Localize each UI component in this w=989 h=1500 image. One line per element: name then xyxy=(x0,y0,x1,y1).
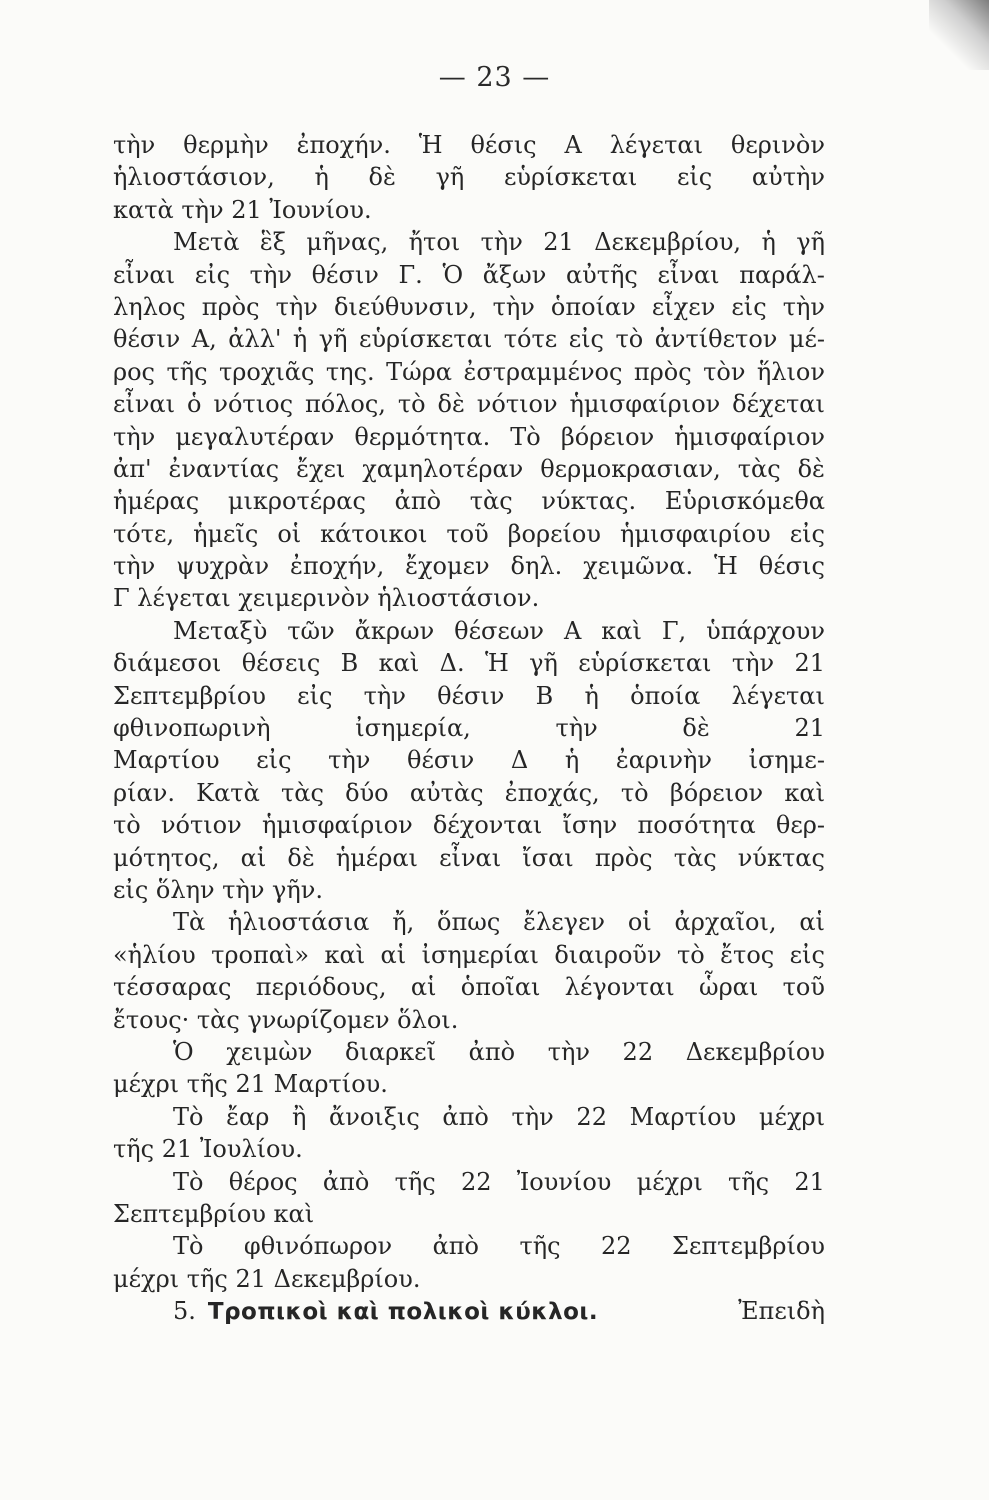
word: Β xyxy=(340,649,359,678)
line-text: Σεπτεμβρίου καὶ xyxy=(113,1199,315,1228)
word: μέ- xyxy=(788,325,825,354)
word: οἱ xyxy=(277,519,302,548)
word: θέσις xyxy=(758,552,825,581)
word: θέσιν xyxy=(437,681,505,710)
word: περιόδους, xyxy=(255,973,387,1002)
word: εἰς xyxy=(568,325,604,354)
word: τῆς xyxy=(728,1167,770,1196)
word: νότιος xyxy=(213,390,294,419)
word: Ἰουνίου xyxy=(516,1167,612,1196)
word: ἡμισφαιρίου xyxy=(619,519,771,548)
word: δηλ. xyxy=(510,552,563,581)
word: αὐτῆς xyxy=(565,260,638,289)
word: δὲ xyxy=(682,714,710,743)
word: δὲ xyxy=(437,390,465,419)
word: χειμῶνα. xyxy=(583,552,694,581)
word: ἔαρ xyxy=(226,1102,270,1131)
section-continuation: Ἐπειδὴ xyxy=(738,1297,825,1326)
word: τὴν xyxy=(275,292,318,321)
word: εἰς xyxy=(256,746,292,775)
word: Ἡ xyxy=(418,131,443,159)
text-line xyxy=(113,939,825,971)
word: νύκτας xyxy=(737,843,825,872)
text-line xyxy=(113,680,825,712)
word: Κατὰ xyxy=(196,778,260,807)
word: δέχεται xyxy=(732,390,825,419)
text-line xyxy=(113,259,825,291)
line-text: τῆς 21 Ἰουλίου. xyxy=(113,1135,303,1164)
word: τὴν xyxy=(731,649,775,678)
word: ἰσημε- xyxy=(748,746,825,775)
word: θερμοκρασιαν, xyxy=(540,454,721,483)
word: τῶν xyxy=(287,616,335,645)
word: ὁποῖαι xyxy=(460,973,541,1002)
word: πόλος, xyxy=(304,390,386,419)
word: ἄνοιξις xyxy=(329,1102,420,1131)
word: αἱ xyxy=(240,843,267,872)
word: ἀλλ' xyxy=(228,325,282,354)
word: διεύθυνσιν, xyxy=(333,292,477,321)
word: τῆς xyxy=(394,1167,436,1196)
word: ἐποχάς, xyxy=(504,778,600,807)
word: εἰς xyxy=(789,940,825,969)
word: ἀντίθετον xyxy=(654,325,778,354)
word: ἡ xyxy=(564,746,580,775)
word: καὶ xyxy=(324,940,366,969)
word: ὁποίαν xyxy=(550,292,636,321)
word: εἶχεν xyxy=(651,292,716,321)
word: μότητος, xyxy=(113,843,220,872)
word: τοῦ xyxy=(782,973,825,1002)
word: δὲ xyxy=(368,163,396,192)
word: ἐποχήν, xyxy=(289,552,385,581)
word: ἴσαι xyxy=(522,843,574,872)
word: μικροτέρας xyxy=(227,487,366,516)
text-line xyxy=(113,1036,825,1068)
word: ἴσην xyxy=(562,811,618,840)
text-line xyxy=(113,226,825,258)
word: εἶναι xyxy=(113,260,176,289)
word: ἀπὸ xyxy=(468,1037,516,1066)
word: τὴν xyxy=(511,1102,554,1131)
word: νότιον xyxy=(476,390,558,419)
word: διαιροῦν xyxy=(554,940,662,969)
body-text xyxy=(113,129,825,1327)
word: αὐτὴν xyxy=(751,163,825,192)
word: τῆς xyxy=(166,357,208,386)
word: τὴν xyxy=(249,260,292,289)
word: ἡμισφαίριον xyxy=(674,422,825,451)
text-line xyxy=(113,712,825,744)
word: δὲ xyxy=(797,454,825,483)
text-line xyxy=(113,647,825,679)
word: τὸ xyxy=(620,778,649,807)
word: Α xyxy=(564,131,582,159)
word: Τώρα xyxy=(386,357,452,386)
word: 21 xyxy=(794,649,825,678)
word: Μαρτίου xyxy=(629,1102,737,1131)
word: Ὁ xyxy=(173,1037,194,1066)
text-line xyxy=(113,1198,825,1230)
text-line xyxy=(113,615,825,647)
word: μεγαλυτέραν xyxy=(175,422,335,451)
text-line xyxy=(113,1263,825,1295)
word: Γ, xyxy=(661,616,687,645)
word: θέσιν xyxy=(311,260,379,289)
word: θερμὴν xyxy=(183,131,269,159)
word: τὴν xyxy=(363,681,406,710)
line-text: μέχρι τῆς 21 Μαρτίου. xyxy=(113,1070,388,1099)
word: τὴν xyxy=(328,746,371,775)
text-line xyxy=(113,1166,825,1198)
word: θέσεων xyxy=(454,616,544,645)
text-line xyxy=(113,323,825,355)
word: χειμὼν xyxy=(226,1037,313,1066)
word: ἄξων xyxy=(482,260,547,289)
word: βορείου xyxy=(507,519,601,548)
word: «ἡλίου xyxy=(113,940,196,969)
word: βόρειον xyxy=(560,422,655,451)
word: Εὑρισκόμεθα xyxy=(664,487,825,516)
word: ἡμεῖς xyxy=(193,519,259,548)
word: Τὸ xyxy=(173,1167,204,1196)
line-text: μέχρι τῆς 21 Δεκεμβρίου. xyxy=(113,1264,421,1293)
text-line xyxy=(113,356,825,388)
word: ἰσημερία, xyxy=(355,714,471,743)
word: εἰς xyxy=(676,163,713,192)
word: εὑρίσκεται xyxy=(503,163,638,192)
word: Τὰ xyxy=(173,908,206,937)
word: τὴν xyxy=(782,292,825,321)
word: καὶ xyxy=(601,616,642,645)
text-line xyxy=(113,421,825,453)
word: εἶναι xyxy=(439,843,502,872)
text-line xyxy=(113,291,825,323)
word: ἡμέραι xyxy=(335,843,418,872)
word: νύκτας. xyxy=(541,487,637,516)
word: μέχρι xyxy=(758,1102,825,1131)
word: εἶναι xyxy=(113,390,176,419)
word: Β xyxy=(535,681,554,710)
word: τὸ xyxy=(113,811,141,840)
word: ὧραι xyxy=(699,973,759,1002)
word: τὸ xyxy=(677,940,705,969)
word: 22 xyxy=(622,1037,654,1066)
word: εἰς xyxy=(731,292,767,321)
text-line xyxy=(113,842,825,874)
text-line xyxy=(113,550,825,582)
word: ἀπὸ xyxy=(394,487,442,516)
word: ἐστραμμένος xyxy=(463,357,623,386)
word: αἱ xyxy=(380,940,407,969)
word: ἄκρων xyxy=(354,616,435,645)
word: ποσότητα xyxy=(637,811,756,840)
word: Γ. xyxy=(398,260,423,289)
word: ἔτος xyxy=(720,940,775,969)
word: τροπαὶ» xyxy=(211,940,310,969)
word: εἰς xyxy=(297,681,333,710)
word: της. xyxy=(325,357,375,386)
word: Σεπτεμβρίου xyxy=(113,681,266,710)
word: ἀπ' xyxy=(113,454,152,483)
text-line xyxy=(113,582,825,614)
word: ἡμέρας xyxy=(113,487,200,516)
word: γῆ xyxy=(796,228,825,257)
text-line xyxy=(113,485,825,517)
word: γῆ xyxy=(435,163,465,192)
word: ληλος xyxy=(113,292,186,321)
word: θερ- xyxy=(775,811,825,840)
word: θέσις xyxy=(470,131,537,159)
word: χαμηλοτέραν xyxy=(362,454,524,483)
word: φθινοπωρινὴ xyxy=(113,714,271,743)
word: Τὸ xyxy=(173,1102,204,1131)
word: λέγεται xyxy=(609,131,704,159)
word: γῆ xyxy=(529,649,558,678)
word: θερμότητα. xyxy=(354,422,491,451)
word: 21 xyxy=(794,714,825,743)
text-line xyxy=(113,194,825,226)
text-line xyxy=(113,129,825,161)
word: γῆ xyxy=(318,325,348,354)
word: Δ. xyxy=(439,649,465,678)
word: Ὁ xyxy=(442,260,464,289)
text-line xyxy=(113,1230,825,1262)
word: θέσιν xyxy=(113,325,181,354)
text-line xyxy=(113,161,825,193)
word: ἔχει xyxy=(296,454,346,483)
word: πρὸς xyxy=(633,357,692,386)
word: ἐναντίας xyxy=(168,454,280,483)
word: πρὸς xyxy=(594,843,653,872)
word: Α, xyxy=(191,325,217,354)
word: Μαρτίου xyxy=(113,746,220,775)
word: ἀρχαῖοι, xyxy=(674,908,777,937)
word: ἀπὸ xyxy=(322,1167,370,1196)
text-line xyxy=(113,1101,825,1133)
word: 22 xyxy=(601,1232,632,1261)
word: δέχονται xyxy=(432,811,543,840)
word: τὰς xyxy=(469,487,513,516)
text-line xyxy=(113,388,825,420)
word: φθινόπωρον xyxy=(243,1232,393,1261)
word: θέσιν xyxy=(407,746,475,775)
section-heading: Τροπικοὶ καὶ πολικοὶ κύκλοι. xyxy=(207,1299,599,1326)
word: τὴν xyxy=(547,1037,590,1066)
word: εἰς xyxy=(194,260,231,289)
word: τὴν xyxy=(113,131,156,159)
word: ὅπως xyxy=(437,908,501,937)
word: τὸν xyxy=(703,357,746,386)
word: ἐαρινὴν xyxy=(615,746,712,775)
word: θέρος xyxy=(228,1167,298,1196)
page-number: — 23 — xyxy=(438,62,551,93)
line-text: Γ λέγεται χειμερινὸν ἡλιοστάσιον. xyxy=(113,584,540,613)
word: λέγονται xyxy=(564,973,675,1002)
word: Δεκεμβρίου xyxy=(685,1037,825,1066)
word: οἱ xyxy=(627,908,652,937)
word: ὁποία xyxy=(630,681,701,710)
text-line xyxy=(113,809,825,841)
word: ὁ xyxy=(187,390,202,419)
word: Σεπτεμβρίου xyxy=(672,1232,825,1261)
text-line xyxy=(113,453,825,485)
word: Τὸ xyxy=(173,1232,204,1261)
word: εἶναι xyxy=(657,260,720,289)
word: νότιον xyxy=(160,811,242,840)
word: βόρειον xyxy=(669,778,764,807)
word: τὴν xyxy=(113,422,156,451)
word: τέσσαρας xyxy=(113,973,232,1002)
word: δὲ xyxy=(287,843,315,872)
word: καὶ xyxy=(378,649,420,678)
word: Μετὰ xyxy=(173,228,240,257)
word: τὰς xyxy=(280,778,324,807)
word: Δ xyxy=(510,746,529,775)
text-line xyxy=(113,777,825,809)
word: εἰς xyxy=(789,519,825,548)
word: Δεκεμβρίου, xyxy=(594,228,742,257)
word: 21 xyxy=(794,1167,825,1196)
word: ἡ xyxy=(314,163,329,192)
word: τὰς xyxy=(673,843,717,872)
word: ψυχρὰν xyxy=(176,552,270,581)
word: Α xyxy=(563,616,582,645)
text-line xyxy=(113,744,825,776)
word: τὴν xyxy=(113,552,156,581)
text-line xyxy=(113,1133,825,1165)
word: αἱ xyxy=(799,908,825,937)
word: αἱ xyxy=(410,973,437,1002)
word: ἐποχήν. xyxy=(296,131,391,159)
word: ἥλιον xyxy=(756,357,825,386)
line-text: εἰς ὅλην τὴν γῆν. xyxy=(113,875,323,904)
word: αὐτὰς xyxy=(409,778,484,807)
word: μέχρι xyxy=(636,1167,703,1196)
word: μῆνας, xyxy=(306,228,389,257)
word: εὑρίσκεται xyxy=(578,649,712,678)
text-line xyxy=(113,874,825,906)
word: Ἡ xyxy=(714,552,738,581)
word: τῆς xyxy=(519,1232,561,1261)
word: ἀπὸ xyxy=(432,1232,480,1261)
word: τὸ xyxy=(615,325,644,354)
word: 22 xyxy=(576,1102,607,1131)
word: τροχιᾶς xyxy=(219,357,315,386)
word: Ἡ xyxy=(484,649,509,678)
word: ἡλιοστάσιον, xyxy=(113,163,275,192)
word: 21 xyxy=(543,228,574,257)
word: ἰσημερίαι xyxy=(421,940,539,969)
word: εὑρίσκεται xyxy=(359,325,493,354)
word: τὴν xyxy=(480,228,523,257)
word: τότε xyxy=(503,325,558,354)
word: ἡμισφαίριον xyxy=(569,390,721,419)
word: ἢ xyxy=(291,1102,307,1131)
word: τὴν xyxy=(492,292,535,321)
word: παράλ- xyxy=(739,260,825,289)
word: ἔλεγεν xyxy=(523,908,605,937)
word: καὶ xyxy=(784,778,825,807)
word: ἀπὸ xyxy=(442,1102,489,1131)
word: θερινὸν xyxy=(730,131,825,159)
text-line xyxy=(113,1004,825,1036)
word: δύο xyxy=(345,778,389,807)
word: ρος xyxy=(113,357,155,386)
word: διαρκεῖ xyxy=(345,1037,437,1066)
word: κάτοικοι xyxy=(320,519,428,548)
text-line xyxy=(113,518,825,550)
word: 22 xyxy=(460,1167,492,1196)
word: διάμεσοι xyxy=(113,649,222,678)
word: τὰς xyxy=(737,454,781,483)
word: τὸ xyxy=(397,390,426,419)
word: τὴν xyxy=(555,714,598,743)
word: θέσεις xyxy=(241,649,321,678)
line-text: κατὰ τὴν 21 Ἰουνίου. xyxy=(113,195,372,224)
word: ρίαν. xyxy=(113,778,175,807)
word: τοῦ xyxy=(446,519,489,548)
word: ἤ, xyxy=(392,908,415,937)
word: ἡμισφαίριον xyxy=(261,811,413,840)
line-text: ἔτους· τὰς γνωρίζομεν ὅλοι. xyxy=(113,1005,459,1034)
section-heading-line xyxy=(113,1295,825,1327)
text-line xyxy=(113,971,825,1003)
word: ὑπάρχουν xyxy=(706,616,825,645)
word: ἤτοι xyxy=(408,228,461,257)
text-line xyxy=(113,906,825,938)
text-line xyxy=(113,1068,825,1100)
word: τότε, xyxy=(113,519,175,548)
word: ἡλιοστάσια xyxy=(228,908,370,937)
word: ἔχομεν xyxy=(405,552,490,581)
word: Τὸ xyxy=(510,422,541,451)
word: πρὸς xyxy=(201,292,260,321)
word: ἡ xyxy=(292,325,308,354)
word: Μεταξὺ xyxy=(173,616,268,645)
word: ἓξ xyxy=(259,228,287,257)
word: λέγεται xyxy=(731,681,825,710)
word: ἡ xyxy=(584,681,599,710)
word: ἡ xyxy=(761,228,776,257)
section-number: 5. xyxy=(173,1297,196,1326)
